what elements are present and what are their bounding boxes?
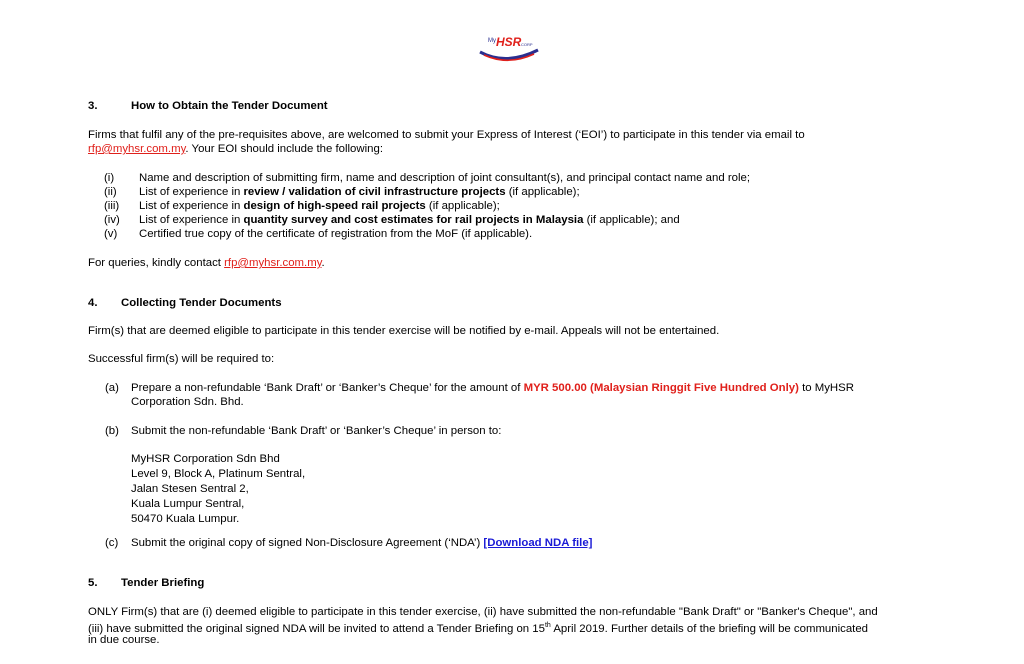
queries-period: . [321,257,325,269]
list-item-post: (if applicable); and [583,214,680,226]
list-item-post: (if applicable); [505,186,580,198]
email-link[interactable]: rfp@myhsr.com.my [88,143,186,155]
address-line: Kuala Lumpur Sentral, [131,498,245,510]
section5-line1: ONLY Firm(s) that are (i) deemed eligible to participate in this tender exercise, (ii) have submitted the non-refundable "Bank Draft" or "Banker's Cheque", and [88,606,878,618]
item-a-line2: Corporation Sdn. Bhd. [131,396,244,408]
list-item-bold: review / validation of civil infrastructure projects [243,186,506,198]
section5-title: Tender Briefing [121,577,205,589]
list-item-number: (iii) [104,200,120,212]
item-b-number: (b) [105,425,119,437]
list-item-post: (if applicable); [425,200,500,212]
item-b-text: Submit the non-refundable ‘Bank Draft’ or ‘Banker’s Cheque’ in person to: [131,425,502,437]
address-line: Jalan Stesen Sentral 2, [131,483,249,495]
address-line: 50470 Kuala Lumpur. [131,513,240,525]
list-item-number: (iv) [104,214,120,226]
item-a-post: to MyHSR [798,382,854,394]
list-item [139,185,580,199]
list-item [139,227,532,241]
section5-line2 [88,619,868,636]
myhsr-logo [476,30,542,64]
section3-intro-line2-rest: . Your EOI should include the following: [185,143,383,155]
address-line: Level 9, Block A, Platinum Sentral, [131,468,306,480]
list-item-pre: List of experience in [139,186,244,198]
section3-intro-line2 [88,142,383,156]
section4-number: 4. [88,297,98,309]
list-item [139,199,500,213]
section4-title: Collecting Tender Documents [121,297,282,309]
list-item-pre: List of experience in [139,214,244,226]
section5-line2-pre: (iii) have submitted the original signed NDA will be invited to attend a Tender Briefing on 15 [88,622,545,635]
section5-line3: in due course. [88,634,160,646]
item-a-amount: MYR 500.00 (Malaysian Ringgit Five Hundred Only) [523,382,799,394]
queries-email-link[interactable]: rfp@myhsr.com.my [224,257,322,269]
item-c-number: (c) [105,537,119,549]
list-item-pre: Certified true copy of the certificate of registration from the MoF (if applicable). [139,228,533,240]
address-line: MyHSR Corporation Sdn Bhd [131,453,280,465]
section5-line2-post: April 2019. Further details of the briefing will be communicated [550,622,868,635]
queries-text: For queries, kindly contact [88,257,225,269]
section3-number: 3. [88,100,98,112]
section3-intro-line1: Firms that fulfil any of the pre-requisites above, are welcomed to submit your Express of Interest (‘EOI’) to participate in this tender via email to [88,129,805,141]
list-item [139,213,680,227]
section3-title: How to Obtain the Tender Document [131,100,328,112]
list-item-pre: List of experience in [139,200,244,212]
item-c-pre: Submit the original copy of signed Non-Disclosure Agreement (‘NDA’) [131,537,484,549]
item-a-pre: Prepare a non-refundable ‘Bank Draft’ or ‘Banker’s Cheque’ for the amount of [131,382,524,394]
logo-text-corp: CORP [521,42,533,47]
list-item-bold: design of high-speed rail projects [243,200,426,212]
section4-para2: Successful firm(s) will be required to: [88,353,275,365]
logo-text-my: My [488,38,496,44]
myhsr-logo-graphic [476,30,542,64]
section5-number: 5. [88,577,98,589]
list-item [139,171,750,185]
download-nda-link[interactable]: [Download NDA file] [483,537,593,549]
item-a-text [131,381,854,395]
list-item-pre: Name and description of submitting firm, name and description of joint consultant(s), and principal contact name and role; [139,172,750,184]
section3-queries [88,256,325,270]
logo-text-hsr: HSR [496,35,522,49]
item-c-text [131,536,592,550]
list-item-number: (ii) [104,186,117,198]
list-item-number: (i) [104,172,115,184]
list-item-bold: quantity survey and cost estimates for rail projects in Malaysia [243,214,584,226]
section4-para1: Firm(s) that are deemed eligible to participate in this tender exercise will be notified by e-mail. Appeals will not be entertained. [88,325,720,337]
item-a-number: (a) [105,382,119,394]
list-item-number: (v) [104,228,118,240]
section5-line2-sup: th [544,622,551,629]
